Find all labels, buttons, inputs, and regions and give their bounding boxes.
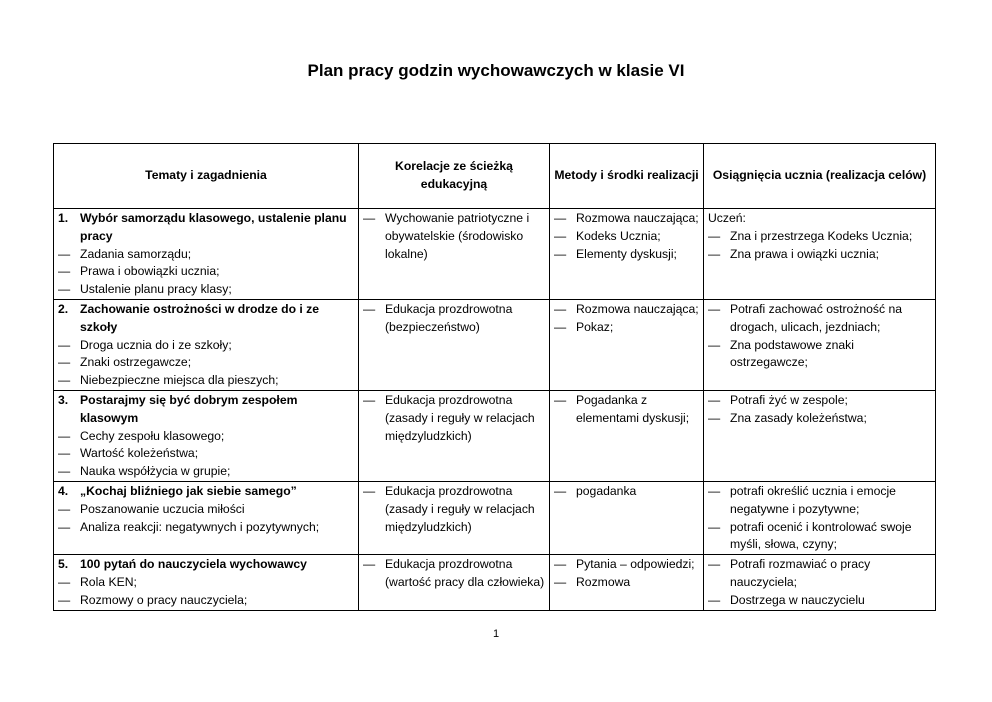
correlation-cell — [359, 555, 550, 610]
achievement-item — [708, 392, 931, 410]
dash-bullet — [554, 574, 576, 592]
dash-bullet — [58, 592, 80, 610]
method-text: pogadanka — [576, 483, 637, 498]
page-number: 1 — [492, 628, 500, 640]
methods-cell — [550, 390, 704, 481]
dash-bullet — [708, 392, 730, 410]
method-text: Elementy dyskusji; — [576, 246, 677, 261]
method-item — [554, 246, 699, 264]
method-item — [554, 228, 699, 246]
method-text: Rozmowa nauczająca; — [576, 211, 699, 225]
topic-item-text: Rola KEN; — [80, 574, 137, 589]
method-text: Pytania – odpowiedzi; — [576, 557, 695, 572]
topic-item-text: Poszanowanie uczucia miłości — [80, 501, 245, 516]
methods-cell — [550, 481, 704, 554]
dash-bullet — [554, 210, 576, 228]
achievements-cell — [704, 299, 936, 390]
method-text: Rozmowa nauczająca; — [576, 301, 699, 316]
page-title: Plan pracy godzin wychowawczych w klasie VI — [307, 61, 685, 80]
topic-number: 4. — [58, 483, 69, 498]
correlation-item — [363, 210, 545, 263]
dash-bullet — [708, 301, 730, 337]
topic-item — [58, 354, 354, 372]
dash-bullet — [554, 246, 576, 264]
topic-item — [58, 519, 354, 537]
correlation-cell — [359, 481, 550, 554]
dash-bullet — [58, 574, 80, 592]
dash-bullet — [554, 483, 576, 501]
methods-cell — [550, 555, 704, 610]
topic-item-text: Znaki ostrzegawcze; — [80, 355, 192, 370]
dash-bullet — [708, 592, 730, 610]
topic-item-text: Wartość koleżeństwa; — [80, 446, 199, 461]
topic-number: 1. — [58, 211, 69, 225]
correlation-item — [363, 301, 545, 337]
method-text: Pogadanka z elementami dyskusji; — [576, 392, 690, 425]
achievement-item — [708, 410, 931, 428]
achievements-cell — [704, 481, 936, 554]
achievement-text: Dostrzega w nauczycielu — [730, 592, 865, 607]
dash-bullet — [58, 263, 80, 281]
method-item — [554, 556, 699, 574]
topic-heading — [58, 556, 354, 574]
topic-cell — [54, 481, 359, 554]
dash-bullet — [708, 337, 730, 373]
dash-bullet — [363, 556, 385, 592]
method-text: Pokaz; — [576, 319, 614, 334]
correlation-item — [363, 392, 545, 445]
dash-bullet — [58, 445, 80, 463]
topic-title: 100 pytań do nauczyciela wychowawcy — [80, 557, 307, 572]
correlation-text: Edukacja prozdrowotna (zasady i reguły w relacjach międzyludzkich) — [385, 392, 535, 443]
header-correlation: Korelacje ze ścieżką edukacyjną — [359, 144, 550, 209]
dash-bullet — [58, 246, 80, 264]
topic-heading — [58, 392, 354, 428]
dash-bullet — [554, 319, 576, 337]
correlation-text: Edukacja prozdrowotna (wartość pracy dla człowieka) — [385, 557, 545, 589]
topic-item-text: Rozmowy o pracy nauczyciela; — [80, 592, 248, 607]
method-item — [554, 319, 699, 337]
achievement-item — [708, 246, 931, 264]
topic-heading — [58, 210, 354, 246]
header-methods: Metody i środki realizacji — [550, 144, 704, 209]
topic-item — [58, 574, 354, 592]
topic-heading — [58, 483, 354, 501]
achievement-item — [708, 556, 931, 592]
method-item — [554, 392, 699, 428]
achievement-text: Zna i przestrzega Kodeks Ucznia; — [730, 228, 913, 243]
dash-bullet — [58, 463, 80, 481]
dash-bullet — [554, 392, 576, 428]
topic-item — [58, 592, 354, 610]
dash-bullet — [58, 337, 80, 355]
dash-bullet — [708, 556, 730, 592]
dash-bullet — [554, 228, 576, 246]
table-header-row — [54, 144, 936, 209]
topic-item-text: Zadania samorządu; — [80, 246, 192, 261]
dash-bullet — [58, 354, 80, 372]
correlation-cell — [359, 299, 550, 390]
topic-item-text: Droga ucznia do i ze szkoły; — [80, 337, 232, 352]
topic-number: 5. — [58, 557, 69, 572]
achievement-item — [708, 483, 931, 519]
topic-item — [58, 372, 354, 390]
table-row — [54, 555, 936, 610]
achievement-item — [708, 228, 931, 246]
header-achievements: Osiągnięcia ucznia (realizacja celów) — [704, 144, 936, 209]
topic-item — [58, 428, 354, 446]
topic-item-text: Cechy zespołu klasowego; — [80, 428, 225, 443]
achievement-item — [708, 337, 931, 373]
topic-item — [58, 281, 354, 299]
methods-cell — [550, 299, 704, 390]
topic-item — [58, 463, 354, 481]
method-item — [554, 574, 699, 592]
dash-bullet — [708, 519, 730, 555]
dash-bullet — [363, 210, 385, 263]
achievements-cell — [704, 209, 936, 300]
correlation-text: Wychowanie patriotyczne i obywatelskie (środowisko lokalne) — [385, 211, 530, 261]
achievement-item — [708, 301, 931, 337]
topic-number: 2. — [58, 301, 69, 316]
achievement-text: Zna podstawowe znaki ostrzegawcze; — [730, 337, 854, 370]
correlation-text: Edukacja prozdrowotna (bezpieczeństwo) — [385, 301, 513, 334]
topic-item — [58, 246, 354, 264]
topic-item — [58, 337, 354, 355]
topic-cell — [54, 390, 359, 481]
topic-item — [58, 263, 354, 281]
achievement-text: Potrafi rozmawiać o pracy nauczyciela; — [730, 557, 871, 589]
dash-bullet — [554, 556, 576, 574]
method-text: Kodeks Ucznia; — [576, 228, 661, 243]
plan-table — [53, 143, 936, 611]
method-item — [554, 483, 699, 501]
dash-bullet — [363, 483, 385, 536]
dash-bullet — [363, 392, 385, 445]
topic-item-text: Nauka współżycia w grupie; — [80, 464, 231, 479]
dash-bullet — [58, 428, 80, 446]
dash-bullet — [58, 501, 80, 519]
table-row — [54, 209, 936, 300]
correlation-cell — [359, 390, 550, 481]
topic-title: „Kochaj bliźniego jak siebie samego” — [80, 483, 297, 498]
dash-bullet — [708, 228, 730, 246]
topic-cell — [54, 555, 359, 610]
dash-bullet — [554, 301, 576, 319]
achievements-lead: Uczeń: — [708, 211, 746, 225]
correlation-text: Edukacja prozdrowotna (zasady i reguły w relacjach międzyludzkich) — [385, 483, 535, 534]
correlation-item — [363, 483, 545, 536]
topic-cell — [54, 209, 359, 300]
dash-bullet — [58, 519, 80, 537]
achievement-item — [708, 592, 931, 610]
topic-item-text: Ustalenie planu pracy klasy; — [80, 282, 232, 297]
methods-cell — [550, 209, 704, 300]
topic-item — [58, 501, 354, 519]
achievement-text: Potrafi zachować ostrożność na drogach, ulicach, jezdniach; — [730, 301, 903, 334]
achievements-cell — [704, 555, 936, 610]
dash-bullet — [58, 281, 80, 299]
table-row — [54, 390, 936, 481]
header-topics: Tematy i zagadnienia — [54, 144, 359, 209]
method-text: Rozmowa — [576, 574, 631, 589]
achievements-cell — [704, 390, 936, 481]
topic-item — [58, 445, 354, 463]
method-item — [554, 301, 699, 319]
achievement-text: Potrafi żyć w zespole; — [730, 392, 848, 407]
topic-item-text: Analiza reakcji: negatywnych i pozytywnych; — [80, 519, 320, 534]
topic-item-text: Niebezpieczne miejsca dla pieszych; — [80, 373, 279, 388]
topic-title: Postarajmy się być dobrym zespołem klasowym — [80, 392, 298, 425]
topic-heading — [58, 301, 354, 337]
dash-bullet — [363, 301, 385, 337]
topic-title: Wybór samorządu klasowego, ustalenie planu pracy — [80, 211, 347, 243]
topic-cell — [54, 299, 359, 390]
dash-bullet — [708, 410, 730, 428]
table-row — [54, 481, 936, 554]
achievement-text: potrafi ocenić i kontrolować swoje myśli, słowa, czyny; — [730, 519, 912, 552]
achievement-text: potrafi określić ucznia i emocje negatywne i pozytywne; — [730, 483, 896, 516]
correlation-item — [363, 556, 545, 592]
dash-bullet — [708, 483, 730, 519]
method-item — [554, 210, 699, 228]
achievement-text: Zna zasady koleżeństwa; — [730, 410, 867, 425]
achievement-item — [708, 519, 931, 555]
achievement-text: Zna prawa i owiązki ucznia; — [730, 246, 880, 261]
dash-bullet — [58, 372, 80, 390]
table-row — [54, 299, 936, 390]
dash-bullet — [708, 246, 730, 264]
topic-number: 3. — [58, 392, 69, 407]
correlation-cell — [359, 209, 550, 300]
topic-title: Zachowanie ostrożności w drodze do i ze szkoły — [80, 301, 320, 334]
topic-item-text: Prawa i obowiązki ucznia; — [80, 264, 220, 279]
